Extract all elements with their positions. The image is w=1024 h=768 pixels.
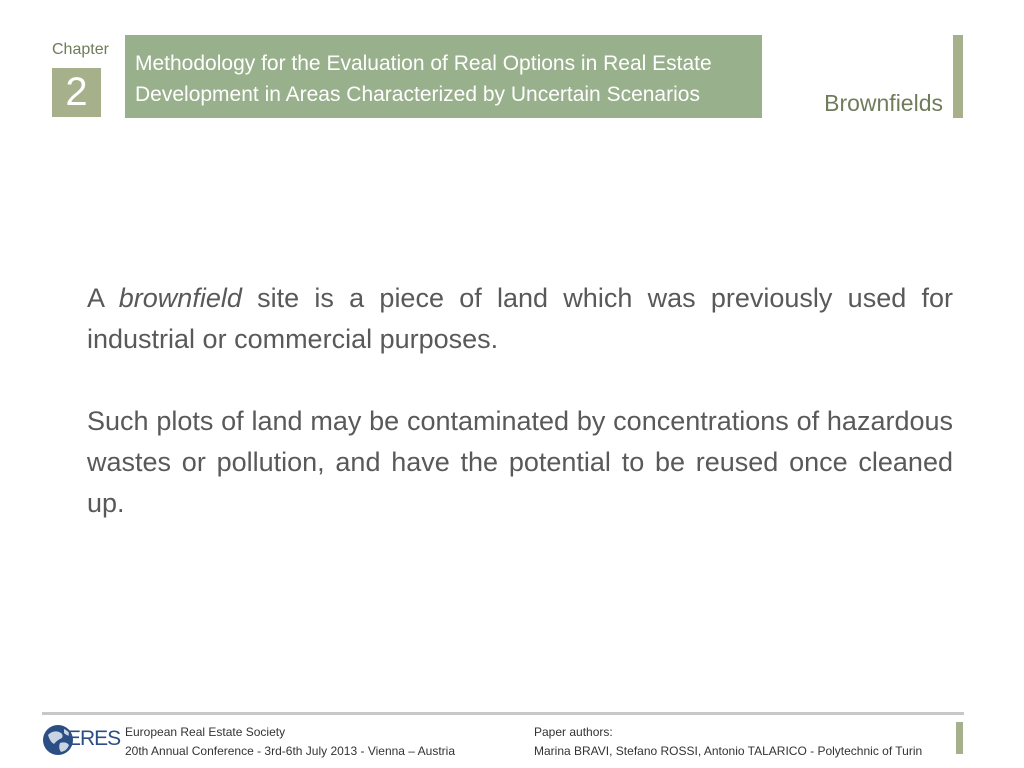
section-title: Brownfields <box>824 90 943 116</box>
chapter-number: 2 <box>52 68 101 117</box>
paragraph-definition-end: site is a piece of land which was previously used for industrial or commercial purposes. <box>87 283 953 354</box>
paragraph-contamination: Such plots of land may be contaminated by concentrations of hazardous wastes or pollution, and have the potential to be reused once cleaned up. <box>87 406 953 518</box>
footer-authors: Marina BRAVI, Stefano ROSSI, Antonio TALARICO - Polytechnic of Turin <box>534 744 923 758</box>
presentation-title-line-1: Methodology for the Evaluation of Real Options in Real Estate <box>135 52 712 75</box>
paragraph-definition-start: A <box>87 283 119 313</box>
footer-society-info <box>125 723 455 761</box>
paragraph-definition-emphasis: brownfield <box>118 283 242 313</box>
eres-logo-text: ERES <box>67 727 121 750</box>
slide-body <box>87 278 953 565</box>
footer-conference: 20th Annual Conference - 3rd-6th July 2013 - Vienna – Austria <box>125 744 455 758</box>
footer-authors-info <box>534 723 922 761</box>
presentation-title-box <box>125 35 762 118</box>
footer-divider <box>42 712 964 715</box>
eres-logo <box>42 723 121 757</box>
footer-authors-label: Paper authors: <box>534 725 613 739</box>
footer-accent-bar <box>956 722 963 754</box>
chapter-label: Chapter <box>52 41 109 58</box>
header-accent-bar <box>953 35 963 118</box>
presentation-title-line-2: Development in Areas Characterized by Uncertain Scenarios <box>135 83 700 106</box>
paragraph-definition <box>87 278 953 360</box>
footer-org: European Real Estate Society <box>125 725 286 739</box>
